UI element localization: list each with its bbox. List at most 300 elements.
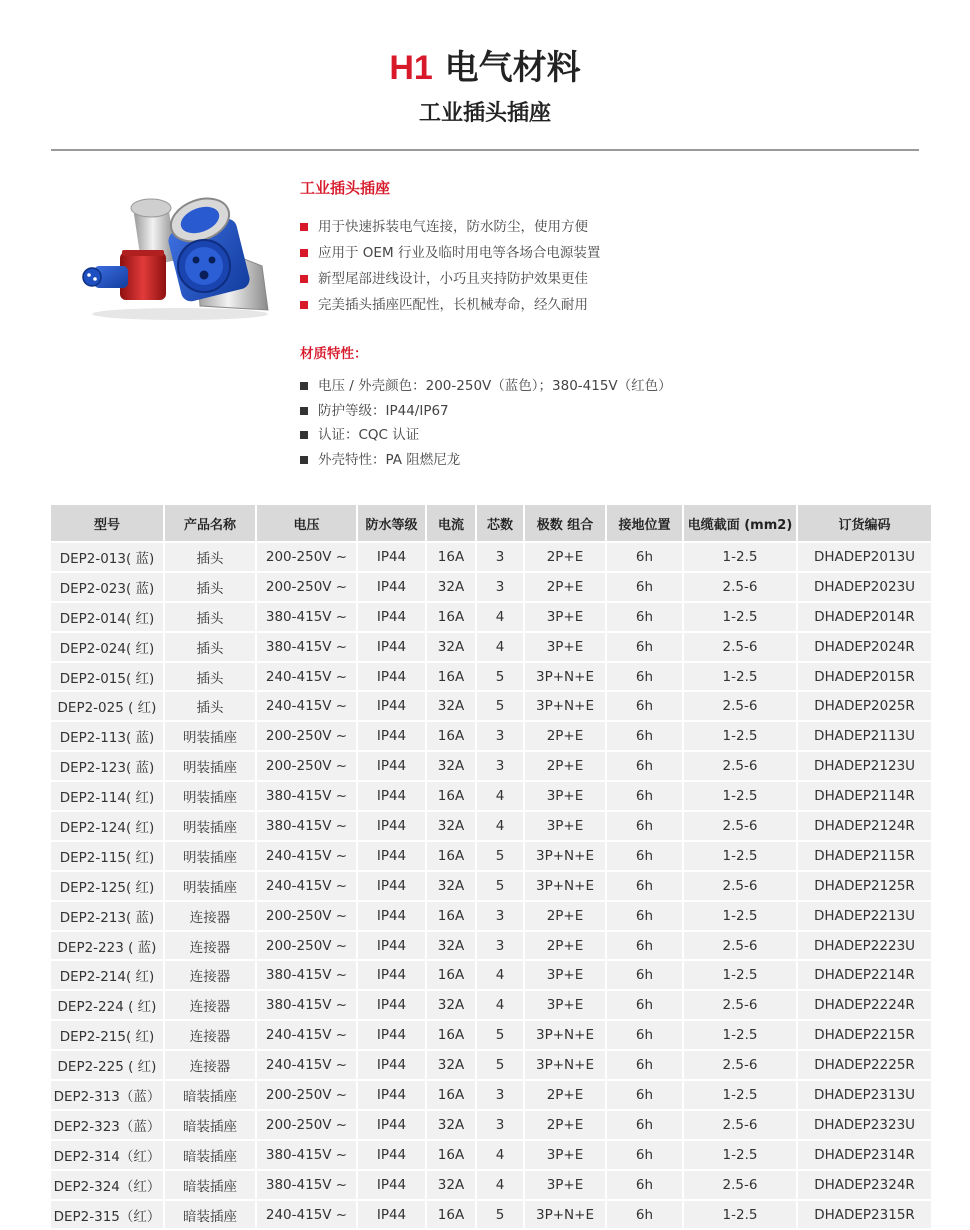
column-header: 型号 xyxy=(51,505,163,541)
square-bullet-icon xyxy=(300,301,308,309)
table-cell: 5 xyxy=(477,872,523,900)
table-cell: 1-2.5 xyxy=(684,842,796,870)
table-cell: 插头 xyxy=(165,603,255,631)
table-cell: DHADEP2324R xyxy=(798,1171,931,1199)
table-row xyxy=(51,722,931,750)
table-cell: 6h xyxy=(607,663,682,691)
table-cell: 3P+N+E xyxy=(525,1021,605,1049)
table-cell: DEP2-314（红） xyxy=(51,1141,163,1169)
table-cell: 3P+N+E xyxy=(525,1051,605,1079)
table-cell: 6h xyxy=(607,543,682,571)
table-row xyxy=(51,603,931,631)
table-cell: DHADEP2225R xyxy=(798,1051,931,1079)
table-cell: DHADEP2213U xyxy=(798,902,931,930)
feature-text: 新型尾部进线设计，小巧且夹持防护效果更佳 xyxy=(318,271,588,287)
table-cell: DHADEP2013U xyxy=(798,543,931,571)
table-row xyxy=(51,663,931,691)
table-cell: 16A xyxy=(427,902,475,930)
table-cell: DEP2-214( 红) xyxy=(51,961,163,989)
table-cell: 2P+E xyxy=(525,902,605,930)
square-bullet-icon xyxy=(300,249,308,257)
table-cell: 2.5-6 xyxy=(684,1171,796,1199)
spec-table-wrapper xyxy=(51,503,919,1230)
table-cell: 明装插座 xyxy=(165,722,255,750)
table-cell: 插头 xyxy=(165,633,255,661)
table-cell: IP44 xyxy=(358,692,425,720)
table-cell: DEP2-323（蓝） xyxy=(51,1111,163,1139)
table-cell: 4 xyxy=(477,961,523,989)
table-cell: DHADEP2025R xyxy=(798,692,931,720)
table-cell: 5 xyxy=(477,1201,523,1229)
table-cell: 1-2.5 xyxy=(684,1081,796,1109)
table-body xyxy=(51,543,931,1228)
table-cell: 4 xyxy=(477,1171,523,1199)
table-row xyxy=(51,573,931,601)
table-cell: 4 xyxy=(477,782,523,810)
table-cell: 6h xyxy=(607,752,682,780)
material-text: 电压 / 外壳颜色：200-250V（蓝色）；380-415V（红色） xyxy=(318,378,672,394)
table-cell: DHADEP2314R xyxy=(798,1141,931,1169)
table-cell: 200-250V ~ xyxy=(257,752,356,780)
table-cell: 2.5-6 xyxy=(684,692,796,720)
square-bullet-icon xyxy=(300,456,308,464)
table-cell: IP44 xyxy=(358,722,425,750)
table-cell: IP44 xyxy=(358,991,425,1019)
table-cell: 6h xyxy=(607,842,682,870)
table-cell: DEP2-124( 红) xyxy=(51,812,163,840)
table-cell: IP44 xyxy=(358,1051,425,1079)
table-cell: DEP2-024( 红) xyxy=(51,633,163,661)
table-cell: 6h xyxy=(607,692,682,720)
table-cell: 6h xyxy=(607,872,682,900)
table-cell: DEP2-113( 蓝) xyxy=(51,722,163,750)
table-cell: IP44 xyxy=(358,782,425,810)
list-item xyxy=(300,266,900,292)
table-row xyxy=(51,692,931,720)
table-cell: DEP2-025 ( 红) xyxy=(51,692,163,720)
table-cell: 240-415V ~ xyxy=(257,872,356,900)
table-cell: 连接器 xyxy=(165,961,255,989)
table-cell: 6h xyxy=(607,722,682,750)
table-cell: 16A xyxy=(427,961,475,989)
list-item xyxy=(300,448,900,473)
table-cell: 1-2.5 xyxy=(684,902,796,930)
table-cell: 32A xyxy=(427,1171,475,1199)
table-cell: 1-2.5 xyxy=(684,1021,796,1049)
table-cell: DHADEP2313U xyxy=(798,1081,931,1109)
table-cell: 380-415V ~ xyxy=(257,1141,356,1169)
table-cell: 3P+N+E xyxy=(525,1201,605,1229)
table-cell: 1-2.5 xyxy=(684,782,796,810)
table-row xyxy=(51,1081,931,1109)
table-cell: 3P+E xyxy=(525,633,605,661)
divider xyxy=(51,149,919,151)
table-cell: 2P+E xyxy=(525,1081,605,1109)
table-cell: 6h xyxy=(607,603,682,631)
spec-table xyxy=(49,503,933,1230)
table-cell: 3P+N+E xyxy=(525,872,605,900)
table-cell: 2.5-6 xyxy=(684,812,796,840)
table-cell: 2.5-6 xyxy=(684,1051,796,1079)
table-cell: 16A xyxy=(427,722,475,750)
table-cell: 6h xyxy=(607,1111,682,1139)
table-cell: 明装插座 xyxy=(165,842,255,870)
table-cell: 6h xyxy=(607,1021,682,1049)
table-row xyxy=(51,932,931,960)
table-cell: 240-415V ~ xyxy=(257,1201,356,1229)
list-item xyxy=(300,240,900,266)
table-cell: 32A xyxy=(427,872,475,900)
table-cell: 暗装插座 xyxy=(165,1111,255,1139)
table-cell: 6h xyxy=(607,633,682,661)
table-cell: IP44 xyxy=(358,961,425,989)
table-cell: DEP2-123( 蓝) xyxy=(51,752,163,780)
table-cell: IP44 xyxy=(358,603,425,631)
table-cell: DEP2-225 ( 红) xyxy=(51,1051,163,1079)
table-cell: IP44 xyxy=(358,1201,425,1229)
table-cell: 5 xyxy=(477,842,523,870)
square-bullet-icon xyxy=(300,223,308,231)
table-cell: 6h xyxy=(607,782,682,810)
feature-text: 应用于 OEM 行业及临时用电等各场合电源装置 xyxy=(318,245,601,261)
table-cell: 3 xyxy=(477,902,523,930)
table-cell: 明装插座 xyxy=(165,872,255,900)
table-cell: 380-415V ~ xyxy=(257,633,356,661)
table-cell: 16A xyxy=(427,1201,475,1229)
table-cell: IP44 xyxy=(358,1111,425,1139)
column-header: 电缆截面 (mm2) xyxy=(684,505,796,541)
table-row xyxy=(51,1051,931,1079)
table-cell: 380-415V ~ xyxy=(257,782,356,810)
table-cell: 3 xyxy=(477,543,523,571)
table-cell: DEP2-223 ( 蓝) xyxy=(51,932,163,960)
table-cell: 6h xyxy=(607,1201,682,1229)
table-cell: DHADEP2224R xyxy=(798,991,931,1019)
table-row xyxy=(51,633,931,661)
table-cell: 6h xyxy=(607,991,682,1019)
table-cell: 2.5-6 xyxy=(684,573,796,601)
table-cell: 连接器 xyxy=(165,932,255,960)
column-header: 订货编码 xyxy=(798,505,931,541)
table-cell: IP44 xyxy=(358,633,425,661)
table-cell: DHADEP2123U xyxy=(798,752,931,780)
table-row xyxy=(51,782,931,810)
table-cell: 2P+E xyxy=(525,932,605,960)
table-cell: 16A xyxy=(427,663,475,691)
table-cell: DHADEP2113U xyxy=(798,722,931,750)
table-cell: DHADEP2115R xyxy=(798,842,931,870)
table-cell: 200-250V ~ xyxy=(257,1111,356,1139)
table-row xyxy=(51,1111,931,1139)
table-row xyxy=(51,752,931,780)
table-cell: DEP2-324（红） xyxy=(51,1171,163,1199)
table-cell: 32A xyxy=(427,991,475,1019)
table-cell: 暗装插座 xyxy=(165,1171,255,1199)
table-cell: DHADEP2114R xyxy=(798,782,931,810)
table-cell: 32A xyxy=(427,573,475,601)
table-cell: DEP2-315（红） xyxy=(51,1201,163,1229)
table-cell: 200-250V ~ xyxy=(257,573,356,601)
table-cell: 连接器 xyxy=(165,902,255,930)
table-cell: 32A xyxy=(427,692,475,720)
table-cell: 1-2.5 xyxy=(684,1201,796,1229)
table-row xyxy=(51,1141,931,1169)
table-cell: 5 xyxy=(477,1051,523,1079)
table-cell: DEP2-014( 红) xyxy=(51,603,163,631)
table-cell: DEP2-115( 红) xyxy=(51,842,163,870)
table-cell: IP44 xyxy=(358,1081,425,1109)
table-cell: 380-415V ~ xyxy=(257,812,356,840)
table-cell: 32A xyxy=(427,812,475,840)
table-cell: 3P+E xyxy=(525,782,605,810)
table-header-row xyxy=(51,505,931,541)
table-cell: 4 xyxy=(477,1141,523,1169)
table-cell: 16A xyxy=(427,842,475,870)
table-cell: DHADEP2024R xyxy=(798,633,931,661)
table-cell: IP44 xyxy=(358,812,425,840)
table-row xyxy=(51,991,931,1019)
table-row xyxy=(51,902,931,930)
table-cell: DEP2-015( 红) xyxy=(51,663,163,691)
table-cell: DEP2-224 ( 红) xyxy=(51,991,163,1019)
table-row xyxy=(51,961,931,989)
brand-mark: H1 xyxy=(389,49,433,87)
table-cell: 200-250V ~ xyxy=(257,932,356,960)
column-header: 产品名称 xyxy=(165,505,255,541)
table-cell: 3P+N+E xyxy=(525,692,605,720)
table-cell: 1-2.5 xyxy=(684,663,796,691)
material-text: 认证：CQC 认证 xyxy=(318,427,420,443)
table-cell: IP44 xyxy=(358,543,425,571)
table-cell: 240-415V ~ xyxy=(257,663,356,691)
table-cell: 200-250V ~ xyxy=(257,722,356,750)
table-cell: 200-250V ~ xyxy=(257,543,356,571)
table-cell: 16A xyxy=(427,782,475,810)
table-cell: 插头 xyxy=(165,692,255,720)
table-cell: 16A xyxy=(427,1141,475,1169)
table-cell: IP44 xyxy=(358,1021,425,1049)
table-cell: IP44 xyxy=(358,842,425,870)
table-cell: IP44 xyxy=(358,932,425,960)
square-bullet-icon xyxy=(300,275,308,283)
column-header: 极数 组合 xyxy=(525,505,605,541)
table-cell: DHADEP2125R xyxy=(798,872,931,900)
table-cell: 1-2.5 xyxy=(684,961,796,989)
list-item xyxy=(300,374,900,399)
table-cell: 5 xyxy=(477,692,523,720)
table-cell: 1-2.5 xyxy=(684,543,796,571)
table-cell: 2P+E xyxy=(525,1111,605,1139)
table-cell: 1-2.5 xyxy=(684,1141,796,1169)
table-cell: 3 xyxy=(477,1081,523,1109)
list-item xyxy=(300,399,900,424)
table-cell: 3P+E xyxy=(525,812,605,840)
table-cell: IP44 xyxy=(358,1171,425,1199)
page-subtitle: 工业插头插座 xyxy=(418,101,551,126)
table-cell: 6h xyxy=(607,1171,682,1199)
table-cell: 6h xyxy=(607,932,682,960)
table-cell: 6h xyxy=(607,1141,682,1169)
table-cell: 6h xyxy=(607,1081,682,1109)
table-cell: 3 xyxy=(477,573,523,601)
table-cell: 3 xyxy=(477,1111,523,1139)
table-cell: 6h xyxy=(607,812,682,840)
table-cell: DHADEP2315R xyxy=(798,1201,931,1229)
table-cell: DHADEP2323U xyxy=(798,1111,931,1139)
table-cell: 暗装插座 xyxy=(165,1201,255,1229)
table-cell: IP44 xyxy=(358,663,425,691)
intro-section xyxy=(300,178,900,318)
list-item xyxy=(300,292,900,318)
table-cell: 380-415V ~ xyxy=(257,991,356,1019)
column-header: 电压 xyxy=(257,505,356,541)
material-title: 材质特性： xyxy=(300,346,368,362)
column-header: 防水等级 xyxy=(358,505,425,541)
table-cell: IP44 xyxy=(358,902,425,930)
list-item xyxy=(300,214,900,240)
industrial-plug-socket-image xyxy=(76,180,272,322)
table-cell: 32A xyxy=(427,633,475,661)
table-cell: 200-250V ~ xyxy=(257,1081,356,1109)
feature-text: 用于快速拆装电气连接，防水防尘，使用方便 xyxy=(318,219,588,235)
table-cell: 240-415V ~ xyxy=(257,1021,356,1049)
table-cell: DEP2-313（蓝） xyxy=(51,1081,163,1109)
table-cell: 2P+E xyxy=(525,722,605,750)
table-cell: 4 xyxy=(477,603,523,631)
table-cell: 4 xyxy=(477,812,523,840)
table-cell: DHADEP2014R xyxy=(798,603,931,631)
table-cell: 明装插座 xyxy=(165,752,255,780)
page-title-text: 电气材料 xyxy=(444,48,581,88)
material-list xyxy=(300,374,900,472)
table-cell: 16A xyxy=(427,1021,475,1049)
table-cell: 插头 xyxy=(165,573,255,601)
table-cell: DEP2-213( 蓝) xyxy=(51,902,163,930)
table-cell: DEP2-013( 蓝) xyxy=(51,543,163,571)
table-cell: 4 xyxy=(477,633,523,661)
column-header: 接地位置 xyxy=(607,505,682,541)
square-bullet-icon xyxy=(300,382,308,390)
table-cell: IP44 xyxy=(358,573,425,601)
table-cell: 3P+N+E xyxy=(525,663,605,691)
material-section xyxy=(300,344,900,472)
column-header: 电流 xyxy=(427,505,475,541)
table-row xyxy=(51,1201,931,1229)
table-cell: 2.5-6 xyxy=(684,633,796,661)
table-cell: 2.5-6 xyxy=(684,932,796,960)
table-cell: 2.5-6 xyxy=(684,991,796,1019)
table-cell: 2.5-6 xyxy=(684,752,796,780)
feature-list xyxy=(300,214,900,318)
table-cell: 5 xyxy=(477,1021,523,1049)
table-cell: 200-250V ~ xyxy=(257,902,356,930)
table-cell: 6h xyxy=(607,961,682,989)
table-cell: 380-415V ~ xyxy=(257,1171,356,1199)
table-cell: 连接器 xyxy=(165,1051,255,1079)
table-cell: 16A xyxy=(427,543,475,571)
table-row xyxy=(51,543,931,571)
table-row xyxy=(51,1171,931,1199)
table-cell: 连接器 xyxy=(165,1021,255,1049)
table-cell: 32A xyxy=(427,1051,475,1079)
column-header: 芯数 xyxy=(477,505,523,541)
table-cell: 32A xyxy=(427,1111,475,1139)
table-cell: 240-415V ~ xyxy=(257,842,356,870)
table-cell: 2P+E xyxy=(525,752,605,780)
table-cell: 16A xyxy=(427,1081,475,1109)
table-cell: IP44 xyxy=(358,1141,425,1169)
table-cell: 暗装插座 xyxy=(165,1141,255,1169)
page-title xyxy=(0,48,970,88)
table-cell: DHADEP2023U xyxy=(798,573,931,601)
table-cell: DHADEP2215R xyxy=(798,1021,931,1049)
table-cell: 6h xyxy=(607,1051,682,1079)
table-cell: DEP2-023( 蓝) xyxy=(51,573,163,601)
table-cell: 240-415V ~ xyxy=(257,1051,356,1079)
table-cell: 明装插座 xyxy=(165,812,255,840)
table-cell: DHADEP2015R xyxy=(798,663,931,691)
table-row xyxy=(51,872,931,900)
table-cell: 3P+E xyxy=(525,1171,605,1199)
table-cell: DEP2-114( 红) xyxy=(51,782,163,810)
table-cell: 1-2.5 xyxy=(684,722,796,750)
table-cell: 连接器 xyxy=(165,991,255,1019)
table-cell: 240-415V ~ xyxy=(257,692,356,720)
table-cell: 32A xyxy=(427,752,475,780)
table-cell: 3 xyxy=(477,752,523,780)
table-cell: 380-415V ~ xyxy=(257,603,356,631)
table-cell: DEP2-125( 红) xyxy=(51,872,163,900)
table-cell: 插头 xyxy=(165,663,255,691)
table-cell: DEP2-215( 红) xyxy=(51,1021,163,1049)
feature-text: 完美插头插座匹配性，长机械寿命，经久耐用 xyxy=(318,297,588,313)
table-cell: 3 xyxy=(477,932,523,960)
intro-title: 工业插头插座 xyxy=(300,179,391,197)
table-cell: IP44 xyxy=(358,752,425,780)
table-cell: 1-2.5 xyxy=(684,603,796,631)
table-cell: 2.5-6 xyxy=(684,872,796,900)
square-bullet-icon xyxy=(300,407,308,415)
table-cell: 2P+E xyxy=(525,573,605,601)
table-cell: 4 xyxy=(477,991,523,1019)
table-cell: 6h xyxy=(607,902,682,930)
table-cell: 380-415V ~ xyxy=(257,961,356,989)
material-text: 防护等级：IP44/IP67 xyxy=(318,402,449,419)
table-cell: DHADEP2214R xyxy=(798,961,931,989)
table-cell: 暗装插座 xyxy=(165,1081,255,1109)
list-item xyxy=(300,423,900,448)
table-cell: 2P+E xyxy=(525,543,605,571)
material-text: 外壳特性：PA 阻燃尼龙 xyxy=(318,451,461,468)
table-cell: 3 xyxy=(477,722,523,750)
table-cell: 2.5-6 xyxy=(684,1111,796,1139)
table-cell: 3P+E xyxy=(525,991,605,1019)
table-cell: 3P+E xyxy=(525,961,605,989)
table-row xyxy=(51,1021,931,1049)
table-cell: 32A xyxy=(427,932,475,960)
table-row xyxy=(51,812,931,840)
table-cell: 16A xyxy=(427,603,475,631)
table-cell: 明装插座 xyxy=(165,782,255,810)
square-bullet-icon xyxy=(300,431,308,439)
table-cell: DHADEP2124R xyxy=(798,812,931,840)
table-row xyxy=(51,842,931,870)
table-cell: 插头 xyxy=(165,543,255,571)
table-cell: IP44 xyxy=(358,872,425,900)
table-cell: 6h xyxy=(607,573,682,601)
table-cell: 5 xyxy=(477,663,523,691)
table-cell: 3P+E xyxy=(525,1141,605,1169)
